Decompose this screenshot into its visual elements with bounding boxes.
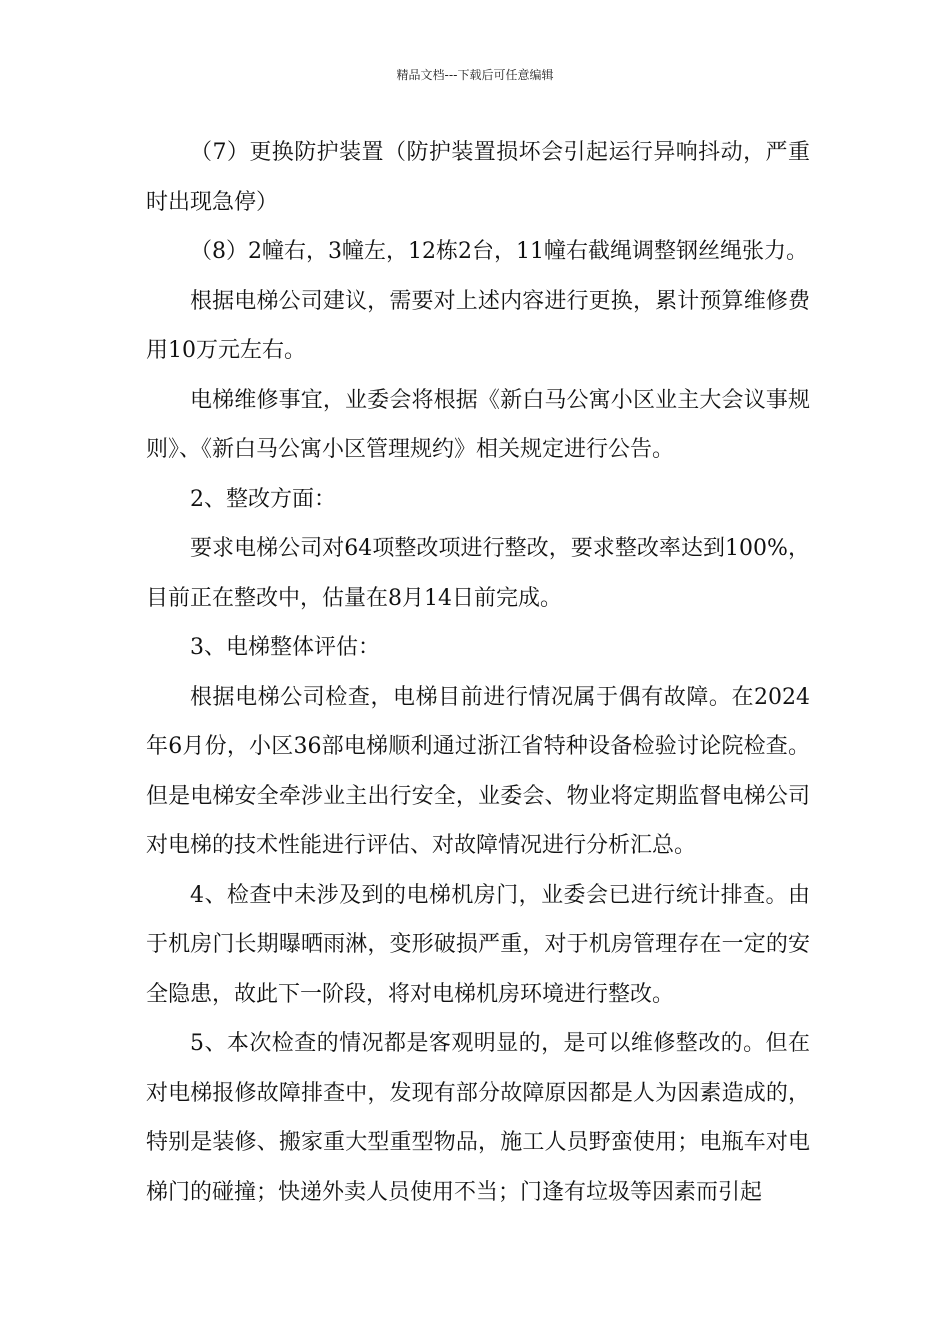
paragraph-human-factors: 5、本次检查的情况都是客观明显的，是可以维修整改的。但在对电梯报修故障排查中，发现有部分故障原因都是人为因素造成的，特别是装修、搬家重大型重型物品，施工人员野蛮使用；电瓶车对电梯门的碰撞；快递外卖人员使用不当；门逢有垃圾等因素而引起 — [146, 1031, 810, 1205]
paragraph-item-8: （8）2幢右，3幢左，12栋2台，11幢右截绳调整钢丝绳张力。 — [190, 239, 808, 264]
paragraph-repair-advice: 根据电梯公司建议，需要对上述内容进行更换，累计预算维修费用10万元左右。 — [146, 288, 810, 363]
page-header: 精品文档---下载后可任意编辑 — [396, 68, 554, 82]
paragraph-machine-room: 4、检查中未涉及到的电梯机房门，业委会已进行统计排查。由于机房门长期曝晒雨淋，变形破损严重，对于机房管理存在一定的安全隐患，故此下一阶段，将对电梯机房环境进行整改。 — [146, 882, 810, 1007]
paragraph-rectification: 要求电梯公司对64项整改项进行整改，要求整改率达到100%，目前正在整改中，估量在8月14日前完成。 — [146, 536, 810, 611]
document-body — [146, 128, 810, 1217]
paragraph-item-7: （7）更换防护装置（防护装置损坏会引起运行异响抖动，严重时出现急停） — [146, 140, 810, 215]
section-heading-assessment: 3、电梯整体评估： — [190, 635, 380, 660]
paragraph-repair-notice: 电梯维修事宜，业委会将根据《新白马公寓小区业主大会议事规则》、《新白马公寓小区管理规约》相关规定进行公告。 — [146, 387, 810, 462]
paragraph-assessment: 根据电梯公司检查，电梯目前进行情况属于偶有故障。在2024年6月份，小区36部电梯顺利通过浙江省特种设备检验讨论院检查。但是电梯安全牵涉业主出行安全，业委会、物业将定期监督电梯公司对电梯的技术性能进行评估、对故障情况进行分析汇总。 — [146, 684, 810, 858]
section-heading-rectification: 2、整改方面： — [190, 486, 336, 512]
